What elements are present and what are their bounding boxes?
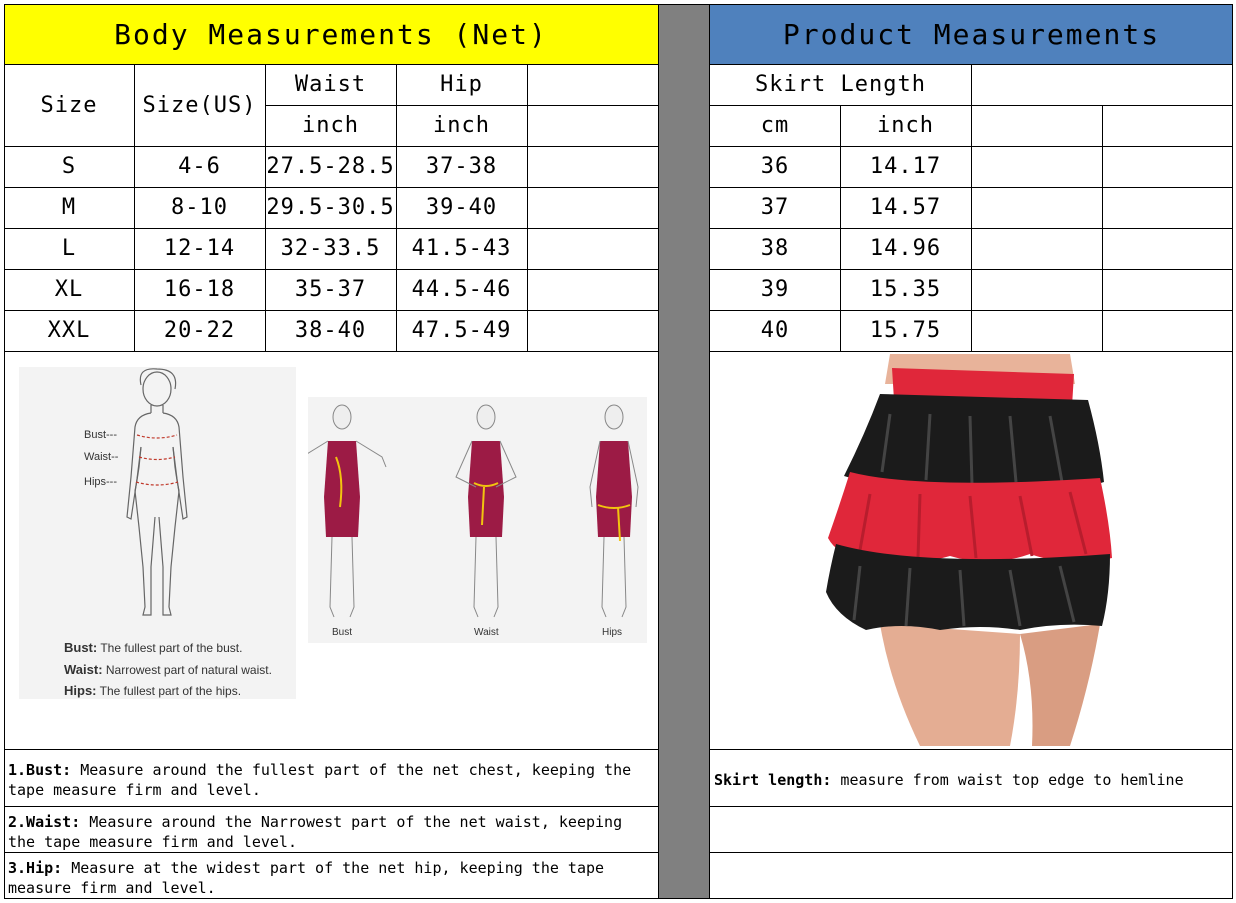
bust-line-label: Bust--- (84, 429, 117, 441)
table-cell-cm: 39 (760, 277, 790, 302)
table-cell-hip: 41.5-43 (411, 236, 512, 261)
waist-note (4, 812, 658, 852)
table-cell-cm: 37 (760, 195, 790, 220)
table-cell-waist: 32-33.5 (280, 236, 381, 261)
waist-text: Narrowest part of natural waist. (105, 663, 272, 677)
table-cell-hip: 37-38 (425, 154, 498, 179)
table-cell-us: 16-18 (163, 277, 236, 302)
measuring-figures (308, 397, 647, 643)
hips-line-label: Hips--- (84, 476, 117, 488)
table-cell-size: XXL (47, 318, 91, 343)
body-figure-guide (19, 367, 296, 699)
header-size: Size (40, 92, 98, 118)
caption-hips: Hips (602, 627, 623, 638)
unit-hip: inch (433, 113, 490, 138)
hip-note-term: 3.Hip: (8, 859, 63, 877)
table-cell-hip: 39-40 (425, 195, 498, 220)
table-cell-hip: 47.5-49 (411, 318, 512, 343)
waist-note-term: 2.Waist: (8, 813, 81, 831)
table-cell-cm: 38 (760, 236, 790, 261)
table-cell-size: S (61, 154, 77, 179)
caption-bust: Bust (332, 627, 353, 638)
table-cell-size: XL (54, 277, 84, 302)
hips-definition (64, 683, 241, 698)
table-cell-waist: 35-37 (294, 277, 367, 302)
column-divider (659, 4, 709, 899)
table-cell-size: L (61, 236, 77, 261)
hips-term: Hips: (64, 683, 97, 698)
bust-note-text: Measure around the fullest part of the net chest, keeping the tape measure firm and level. (8, 761, 632, 799)
product-skirt-image (770, 354, 1170, 746)
table-cell-hip: 44.5-46 (411, 277, 512, 302)
hip-note-text: Measure at the widest part of the net hip, keeping the tape measure firm and level. (8, 859, 605, 897)
skirt-note-term: Skirt length: (714, 771, 832, 789)
table-cell-inch: 14.96 (869, 236, 942, 261)
bust-definition (64, 640, 242, 655)
table-cell-waist: 27.5-28.5 (266, 154, 395, 179)
unit-inch: inch (877, 113, 934, 138)
table-cell-inch: 15.75 (869, 318, 942, 343)
header-hip: Hip (440, 72, 483, 97)
body-measurements-title: Body Measurements (Net) (4, 4, 658, 64)
hip-note (4, 858, 658, 898)
table-cell-inch: 15.35 (869, 277, 942, 302)
skirt-note-text: measure from waist top edge to hemline (831, 771, 1184, 789)
header-waist: Waist (294, 72, 367, 97)
table-cell-us: 12-14 (163, 236, 236, 261)
table-cell-cm: 40 (760, 318, 790, 343)
skirt-length-note (710, 770, 1233, 790)
body-outline-illustration (19, 367, 296, 627)
table-cell-waist: 29.5-30.5 (266, 195, 395, 220)
header-size-us: Size(US) (142, 92, 257, 118)
table-cell-cm: 36 (760, 154, 790, 179)
caption-waist: Waist (474, 627, 499, 638)
waist-line-label: Waist-- (84, 451, 119, 463)
bust-note-term: 1.Bust: (8, 761, 72, 779)
waist-note-text: Measure around the Narrowest part of the net waist, keeping the tape measure firm and level. (8, 813, 623, 851)
waist-definition (64, 662, 272, 677)
unit-cm: cm (760, 113, 790, 138)
table-cell-us: 4-6 (178, 154, 221, 179)
table-cell-size: M (61, 195, 77, 220)
table-cell-us: 20-22 (163, 318, 236, 343)
bust-note (4, 760, 658, 800)
bust-text: The fullest part of the bust. (100, 641, 243, 655)
unit-waist: inch (302, 113, 359, 138)
waist-term: Waist: (64, 662, 103, 677)
table-cell-waist: 38-40 (294, 318, 367, 343)
table-cell-inch: 14.57 (869, 195, 942, 220)
dress-figures-illustration (308, 397, 647, 643)
table-cell-inch: 14.17 (869, 154, 942, 179)
bust-term: Bust: (64, 640, 98, 655)
table-cell-us: 8-10 (171, 195, 228, 220)
hips-text: The fullest part of the hips. (99, 684, 242, 698)
header-skirt-length: Skirt Length (755, 72, 926, 97)
product-measurements-title: Product Measurements (710, 4, 1233, 64)
